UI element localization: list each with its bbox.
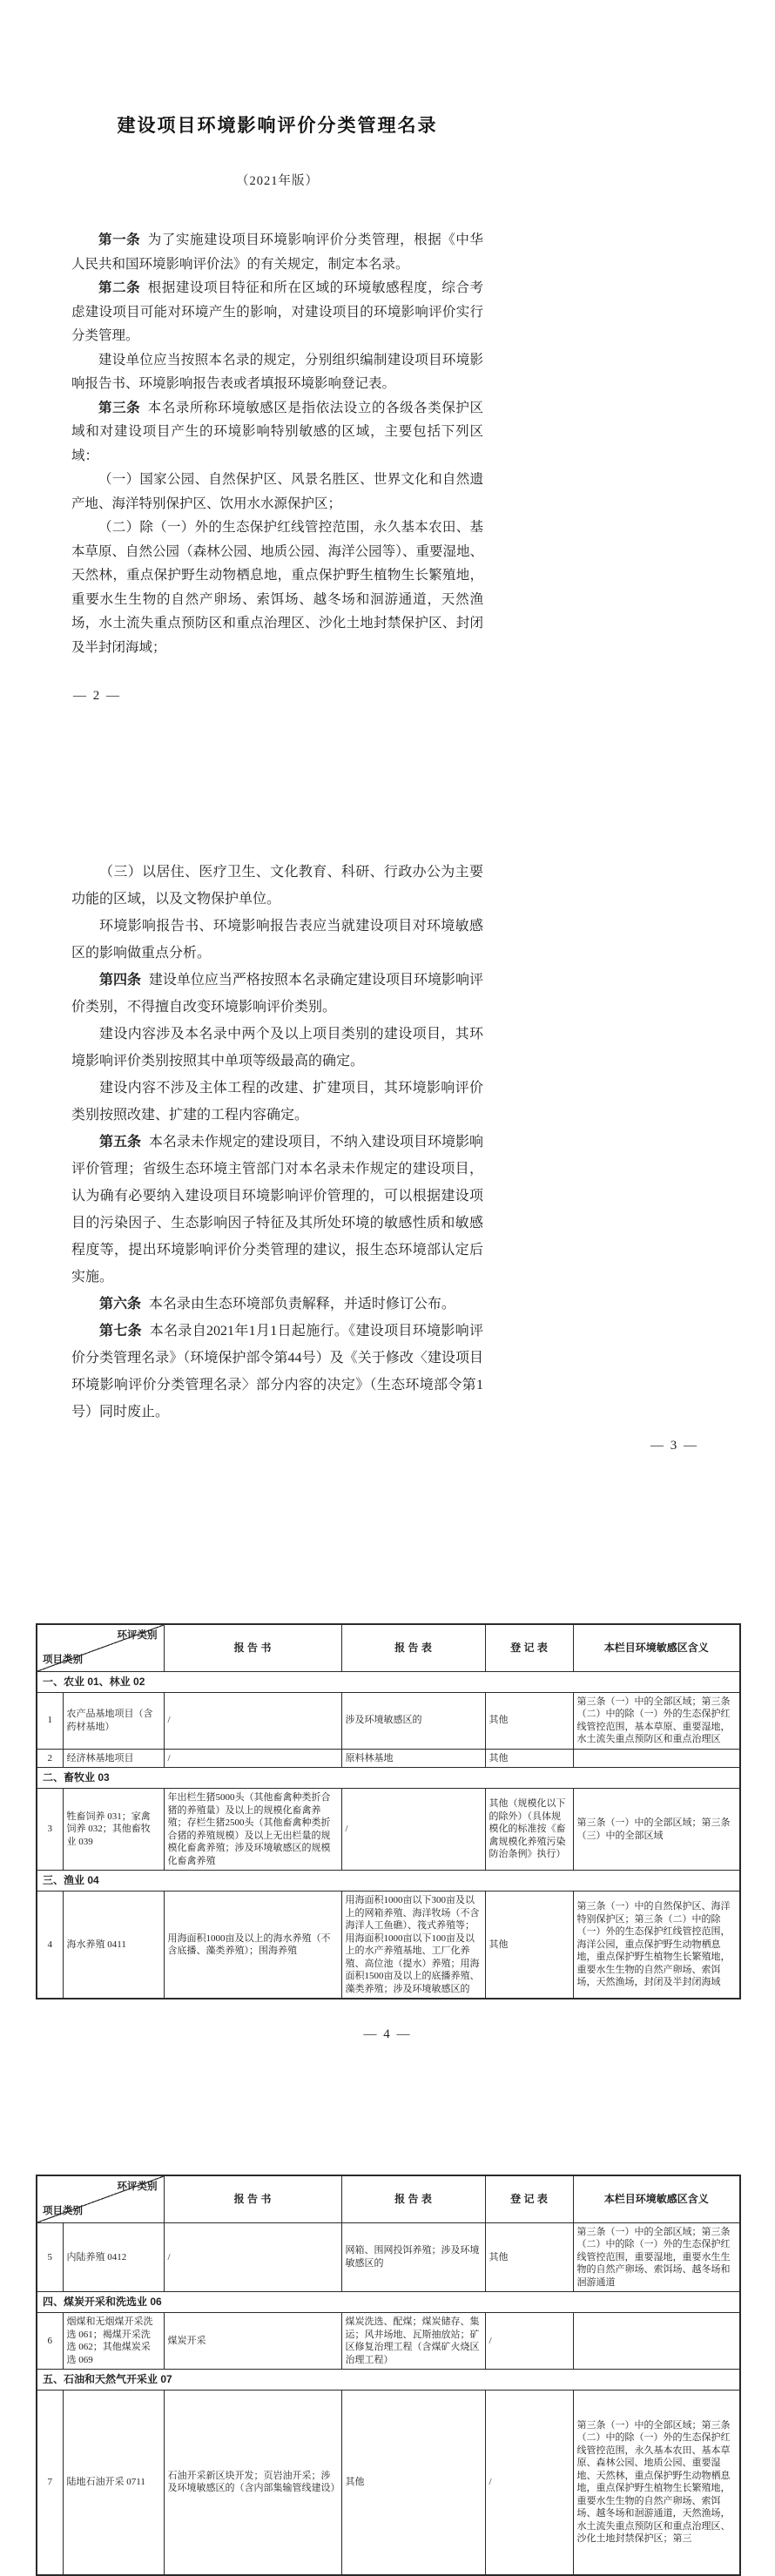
industry-section-label: 三、渔业 04 [37, 1871, 740, 1892]
industry-section-row [37, 1671, 740, 1692]
article-number-label: 第三条 [98, 400, 141, 415]
article-number-label: 第七条 [99, 1324, 142, 1339]
document-paragraph: （二）除（一）外的生态保护红线管控范围，永久基本农田、基本草原、自然公园（森林公园、地质公园、海洋公园等）、重要湿地、天然林，重点保护野生动物栖息地，重点保护野生植物生长繁殖地，重要水生生物的自然产卵场、索饵场、越冬场和洄游通道，天然渔场，水土流失重点预防区和重点治理区、沙化土地封禁保护区、封闭及半封闭海域； [71, 520, 483, 655]
industry-section-row [37, 2292, 740, 2313]
industry-section-label: 二、畜牧业 03 [37, 1768, 740, 1789]
item-sensitive-area-meaning: 第三条（一）中的全部区域；第三条（二）中的除（一）外的生态保护红线管控范围，重要湿地，重要水生生物的自然产卵场、索饵场、越冬场和洄游通道 [573, 2222, 740, 2292]
item-number: 7 [37, 2391, 63, 2575]
item-sensitive-area-meaning [573, 1749, 740, 1768]
item-project-category: 内陆养殖 0412 [63, 2222, 164, 2292]
catalog-item-row [37, 2391, 740, 2575]
header-report-book: 报 告 书 [164, 1624, 341, 1671]
header-project-category-label: 项目类别 [43, 2206, 83, 2216]
catalog-item-row [37, 1692, 740, 1749]
item-project-category: 海水养殖 0411 [63, 1892, 164, 1999]
industry-section-row [37, 2370, 740, 2391]
document-paragraph: 第四条 建设单位应当严格按照本名录确定建设项目环境影响评价类别，不得擅自改变环境影响评价类别。 [71, 973, 483, 1015]
header-report-form: 报 告 表 [341, 1624, 485, 1671]
document-paragraph: 第六条 本名录由生态环境部负责解释，并适时修订公布。 [99, 1297, 455, 1312]
item-report-book-criteria: 用海面积1000亩及以上的海水养殖（不含底播、藻类养殖）；围海养殖 [164, 1892, 341, 1999]
document-subtitle: （2021年版） [236, 174, 319, 188]
document-paragraph: 第七条 本名录自2021年1月1日起施行。《建设项目环境影响评价分类管理名录》（环境保护部令第44号）及《关于修改〈建设项目环境影响评价分类管理名录〉部分内容的决定》（生态环境部令第1号）同时废止。 [71, 1324, 483, 1419]
header-eia-category-label: 环评类别 [117, 2182, 158, 2192]
item-sensitive-area-meaning: 第三条（一）中的全部区域；第三条（三）中的全部区域 [573, 1789, 740, 1871]
item-sensitive-area-meaning [573, 2313, 740, 2370]
item-report-form-criteria: 原料林基地 [341, 1749, 485, 1768]
catalog-item-row [37, 1892, 740, 1999]
item-register-form-criteria: 其他 [485, 1749, 573, 1768]
header-register-form: 登 记 表 [485, 2175, 573, 2222]
header-diagonal-cell [37, 2175, 164, 2222]
item-report-form-criteria: 网箱、围网投饵养殖；涉及环境敏感区的 [341, 2222, 485, 2292]
item-report-form-criteria: 用海面积1000亩以下300亩及以上的网箱养殖、海洋牧场（不含海洋人工鱼礁）、筏式养殖等；用海面积1000亩以下100亩及以上的水产养殖基地、工厂化养殖、高位池（提水）养殖；用海面积1500亩及以上的底播养殖、藻类养殖；涉及环境敏感区的 [341, 1892, 485, 1999]
item-register-form-criteria: 其他（规模化以下的除外）（具体规模化的标准按《畜禽规模化养殖污染防治条例》执行） [485, 1789, 573, 1871]
item-project-category: 经济林基地项目 [63, 1749, 164, 1768]
item-report-form-criteria: 其他 [341, 2391, 485, 2575]
item-report-form-criteria: 涉及环境敏感区的 [341, 1692, 485, 1749]
item-number: 2 [37, 1749, 63, 1768]
item-sensitive-area-meaning: 第三条（一）中的全部区域；第三条（二）中的除（一）外的生态保护红线管控范围，永久基本农田、基本草原、森林公园、地质公园、重要湿地、天然林，重点保护野生动物栖息地，重点保护野生植物生长繁殖地，重要水生生物的自然产卵场、索饵场、越冬场和洄游通道，天然渔场，水土流失重点预防区和重点治理区、沙化土地封禁保护区；第三 [573, 2391, 740, 2575]
item-number: 3 [37, 1789, 63, 1871]
item-report-book-criteria: / [164, 1692, 341, 1749]
item-register-form-criteria: 其他 [485, 1692, 573, 1749]
document-paragraph: 第一条 为了实施建设项目环境影响评价分类管理，根据《中华人民共和国环境影响评价法》的有关规定，制定本名录。 [71, 233, 483, 272]
item-register-form-criteria: / [485, 2391, 573, 2575]
item-report-form-criteria: / [341, 1789, 485, 1871]
item-report-book-criteria: / [164, 1749, 341, 1768]
document-paragraph: 环境影响报告书、环境影响报告表应当就建设项目对环境敏感区的影响做重点分析。 [71, 919, 483, 961]
item-register-form-criteria: 其他 [485, 2222, 573, 2292]
document-title: 建设项目环境影响评价分类管理名录 [117, 116, 438, 136]
item-number: 5 [37, 2222, 63, 2292]
item-number: 1 [37, 1692, 63, 1749]
header-sensitive-area-meaning: 本栏目环境敏感区含义 [573, 2175, 740, 2222]
item-report-book-criteria: 年出栏生猪5000头（其他畜禽种类折合猪的养殖量）及以上的规模化畜禽养殖；存栏生猪2500头（其他畜禽种类折合猪的养殖规模）及以上无出栏量的规模化畜禽养殖；涉及环境敏感区的规模化畜禽养殖 [164, 1789, 341, 1871]
article-number-label: 第四条 [99, 973, 142, 988]
item-report-book-criteria: 石油开采新区块开发；页岩油开采；涉及环境敏感区的（含内部集输管线建设） [164, 2391, 341, 2575]
document-paragraph: 建设内容涉及本名录中两个及以上项目类别的建设项目，其环境影响评价类别按照其中单项等级最高的确定。 [71, 1027, 483, 1069]
document-paragraph: 建设内容不涉及主体工程的改建、扩建项目，其环境影响评价类别按照改建、扩建的工程内容确定。 [71, 1081, 483, 1123]
document-paragraph: 第五条 本名录未作规定的建设项目，不纳入建设项目环境影响评价管理；省级生态环境主管部门对本名录未作规定的建设项目，认为确有必要纳入建设项目环境影响评价管理的，可以根据建设项目的污染因子、生态影响因子特征及其所处环境的敏感性质和敏感程度等，提出环境影响评价分类管理的建议，报生态环境部认定后实施。 [71, 1135, 483, 1285]
document-paragraph: 第三条 本名录所称环境敏感区是指依法设立的各级各类保护区域和对建设项目产生的环境影响特别敏感的区域，主要包括下列区域： [71, 400, 483, 463]
document-paragraph: （三）以居住、医疗卫生、文化教育、科研、行政办公为主要功能的区域，以及文物保护单位。 [71, 865, 483, 907]
classification-table-page5 [36, 2175, 741, 2576]
item-number: 6 [37, 2313, 63, 2370]
item-report-book-criteria: / [164, 2222, 341, 2292]
catalog-item-row [37, 2222, 740, 2292]
header-sensitive-area-meaning: 本栏目环境敏感区含义 [573, 1624, 740, 1671]
industry-section-row [37, 1768, 740, 1789]
industry-section-label: 四、煤炭开采和洗选业 06 [37, 2292, 740, 2313]
header-report-book: 报 告 书 [164, 2175, 341, 2222]
document-paragraph: 建设单位应当按照本名录的规定，分别组织编制建设项目环境影响报告书、环境影响报告表或者填报环境影响登记表。 [71, 352, 483, 391]
item-project-category: 烟煤和无烟煤开采洗选 061；褐煤开采洗选 062；其他煤炭采选 069 [63, 2313, 164, 2370]
header-project-category-label: 项目类别 [43, 1655, 83, 1665]
article-number-label: 第二条 [98, 280, 141, 295]
page-number-2: — 2 — [73, 689, 121, 703]
item-sensitive-area-meaning: 第三条（一）中的全部区域；第三条（二）中的除（一）外的生态保护红线管控范围，基本草原、重要湿地，水土流失重点预防区和重点治理区 [573, 1692, 740, 1749]
article-number-label: 第六条 [99, 1297, 142, 1312]
header-register-form: 登 记 表 [485, 1624, 573, 1671]
item-project-category: 陆地石油开采 0711 [63, 2391, 164, 2575]
industry-section-label: 一、农业 01、林业 02 [37, 1671, 740, 1692]
item-report-form-criteria: 煤炭洗选、配煤；煤炭储存、集运；风井场地、瓦斯抽放站；矿区修复治理工程（含煤矿火烧区治理工程） [341, 2313, 485, 2370]
header-report-form: 报 告 表 [341, 2175, 485, 2222]
catalog-item-row [37, 2313, 740, 2370]
page-number-4: — 4 — [363, 2027, 412, 2041]
article-number-label: 第五条 [99, 1135, 142, 1150]
page-2-text-block [71, 859, 483, 1426]
item-report-book-criteria: 煤炭开采 [164, 2313, 341, 2370]
document-paragraph: 第二条 根据建设项目特征和所在区域的环境敏感程度，综合考虑建设项目可能对环境产生的影响，对建设项目的环境影响评价实行分类管理。 [71, 280, 483, 343]
document-paragraph: （一）国家公园、自然保护区、风景名胜区、世界文化和自然遗产地、海洋特别保护区、饮用水水源保护区； [71, 472, 483, 511]
item-sensitive-area-meaning: 第三条（一）中的自然保护区、海洋特别保护区；第三条（二）中的除（一）外的生态保护红线管控范围，海洋公园，重点保护野生动物栖息地，重点保护野生植物生长繁殖地，重要水生生物的自然产卵场、索饵场，天然渔场，封闭及半封闭海域 [573, 1892, 740, 1999]
industry-section-label: 五、石油和天然气开采业 07 [37, 2370, 740, 2391]
catalog-item-row [37, 1789, 740, 1871]
catalog-item-row [37, 1749, 740, 1768]
classification-table-page4 [36, 1623, 741, 1999]
item-project-category: 牲畜饲养 031；家禽饲养 032；其他畜牧业 039 [63, 1789, 164, 1871]
item-register-form-criteria: 其他 [485, 1892, 573, 1999]
page-1-text-block [71, 228, 483, 659]
item-number: 4 [37, 1892, 63, 1999]
header-diagonal-cell [37, 1624, 164, 1671]
item-register-form-criteria: / [485, 2313, 573, 2370]
article-number-label: 第一条 [98, 233, 141, 247]
item-project-category: 农产品基地项目（含药材基地） [63, 1692, 164, 1749]
header-eia-category-label: 环评类别 [117, 1630, 158, 1641]
page-number-3: — 3 — [650, 1439, 698, 1453]
industry-section-row [37, 1871, 740, 1892]
